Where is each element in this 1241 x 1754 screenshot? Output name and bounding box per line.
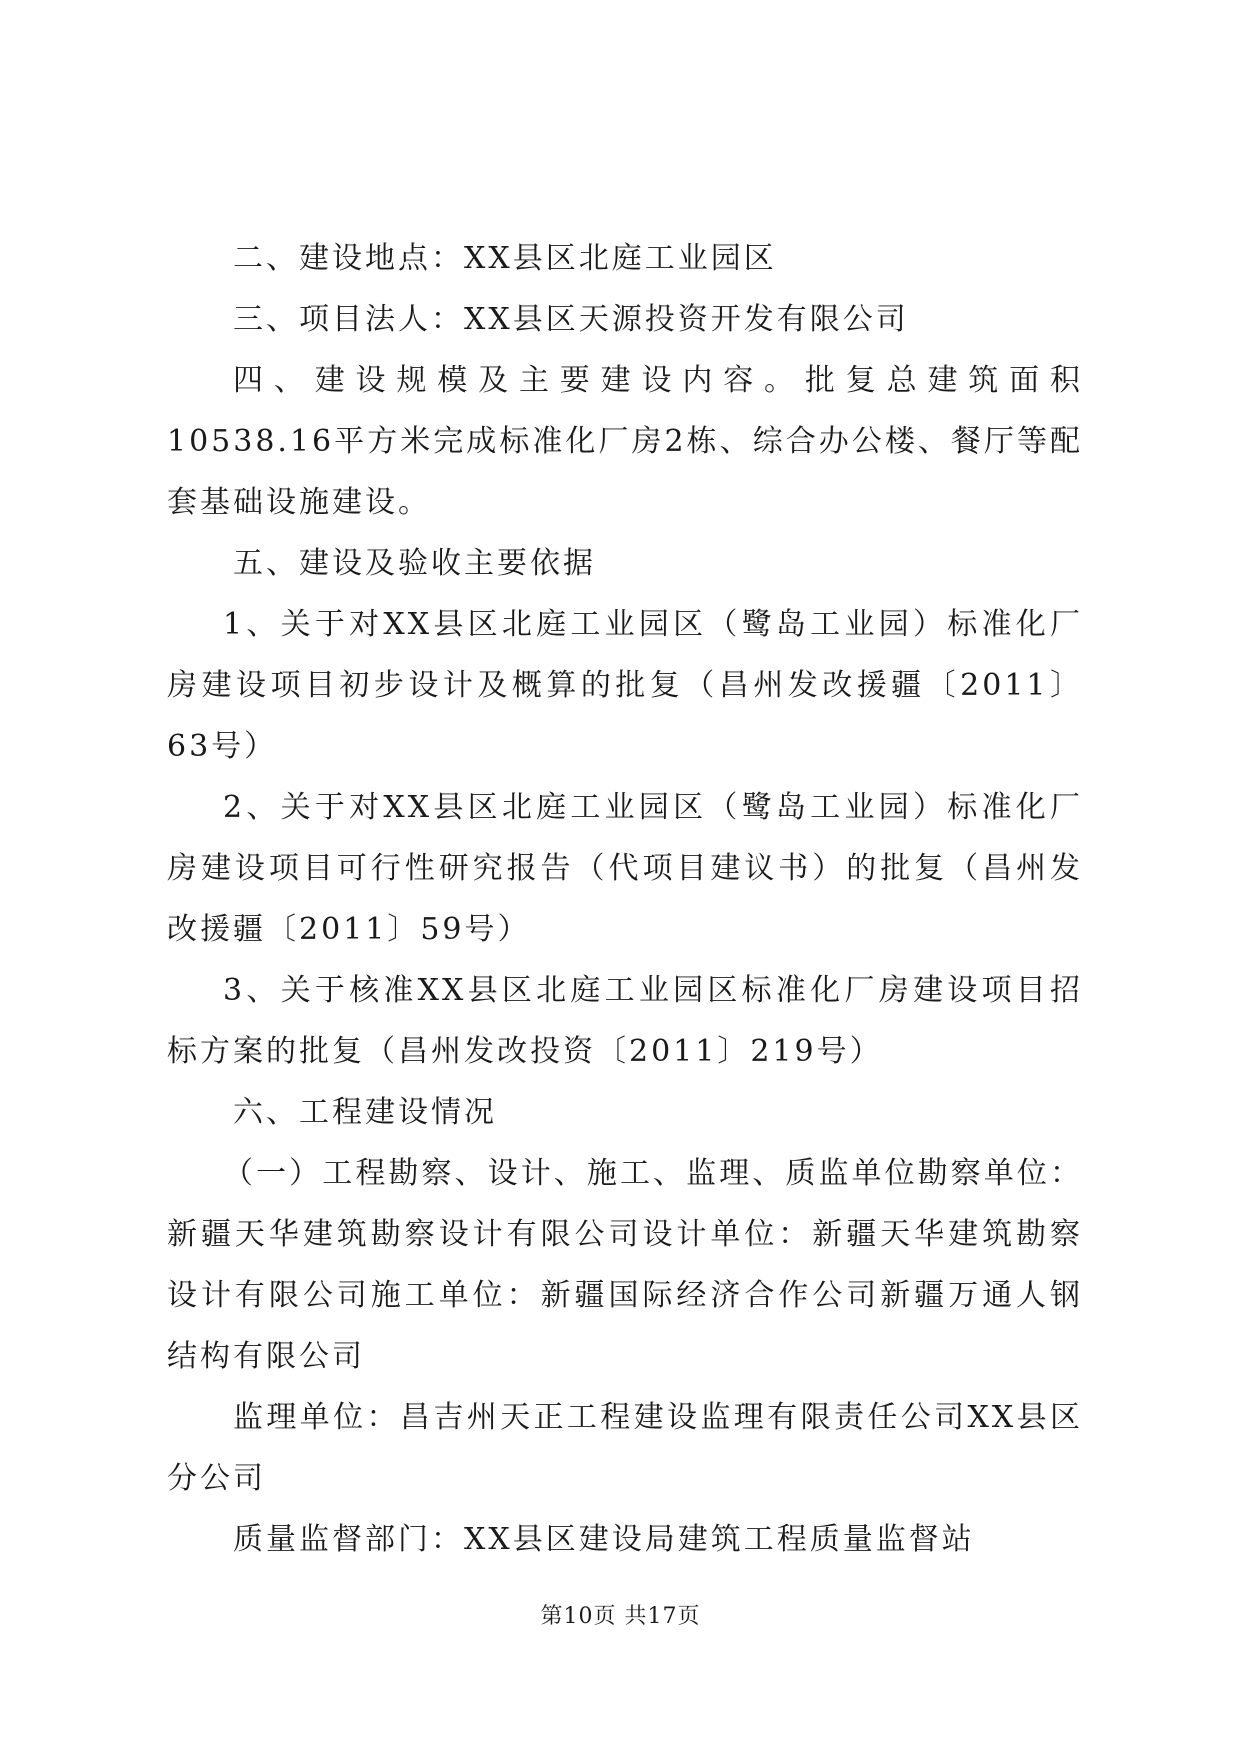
paragraph-basis-3: 3、关于核准XX县区北庭工业园区标准化厂房建设项目招标方案的批复（昌州发改投资〔2011〕219号）	[167, 973, 1083, 1069]
page-number: 第10页 共17页	[540, 1604, 701, 1629]
paragraph-quality-dept: 质量监督部门：XX县区建设局建筑工程质量监督站	[233, 1522, 975, 1557]
document-body	[167, 228, 1083, 1570]
paragraph-construction-heading: 六、工程建设情况	[233, 1095, 497, 1130]
paragraph-basis-heading: 五、建设及验收主要依据	[233, 546, 596, 581]
paragraph-basis-2: 2、关于对XX县区北庭工业园区（鹭岛工业园）标准化厂房建设项目可行性研究报告（代项目建议书）的批复（昌州发改援疆〔2011〕59号）	[167, 790, 1083, 947]
paragraph-legal-entity: 三、项目法人：XX县区天源投资开发有限公司	[233, 302, 909, 337]
paragraph-basis-1: 1、关于对XX县区北庭工业园区（鹭岛工业园）标准化厂房建设项目初步设计及概算的批复（昌州发改援疆〔2011〕63号）	[167, 607, 1083, 764]
paragraph-location: 二、建设地点：XX县区北庭工业园区	[233, 241, 777, 276]
paragraph-scale: 四、建设规模及主要建设内容。批复总建筑面积10538.16平方米完成标准化厂房2栋、综合办公楼、餐厅等配套基础设施建设。	[167, 363, 1083, 520]
paragraph-supervision: 监理单位：昌吉州天正工程建设监理有限责任公司XX县区分公司	[167, 1400, 1083, 1496]
paragraph-units: （一）工程勘察、设计、施工、监理、质监单位勘察单位：新疆天华建筑勘察设计有限公司设计单位：新疆天华建筑勘察设计有限公司施工单位：新疆国际经济合作公司新疆万通人钢结构有限公司	[167, 1156, 1083, 1374]
